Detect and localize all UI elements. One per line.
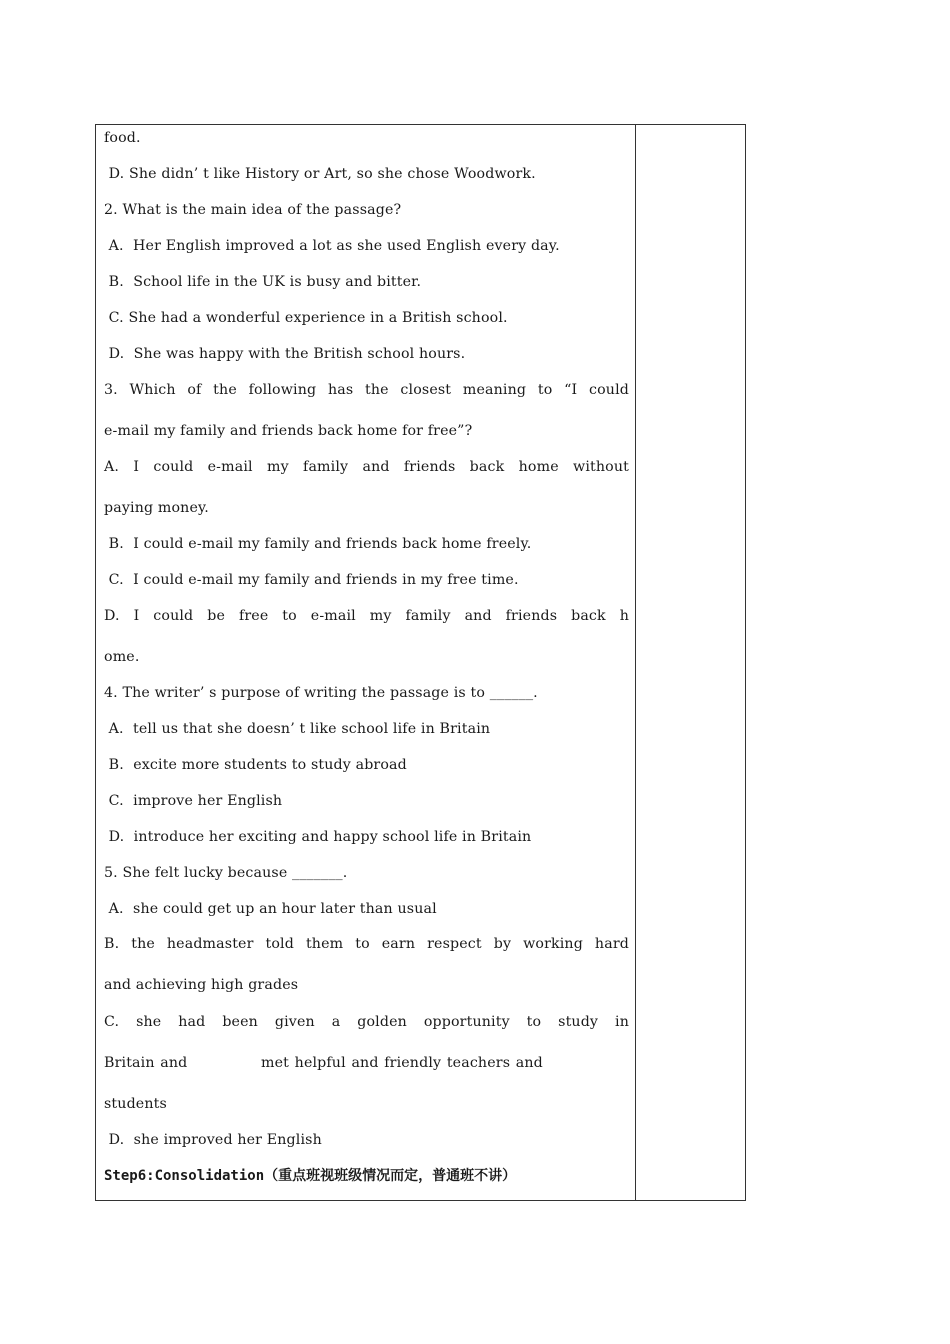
step-heading: Step6:Consolidation（重点班视班级情况而定，普通班不讲） [104, 1168, 517, 1184]
text-line: and achieving high grades [104, 977, 299, 993]
text-line: B. School life in the UK is busy and bitter. [104, 274, 422, 290]
text-line: D. I could be free to e-mail my family and friends back h [104, 608, 629, 624]
text-line: C. She had a wonderful experience in a British school. [104, 310, 508, 326]
text-line: C. she had been given a golden opportunity to study in [104, 1014, 629, 1030]
text-line: paying money. [104, 500, 209, 516]
text-line: 2. What is the main idea of the passage? [104, 202, 402, 218]
text-line: Britain and met helpful and friendly teachers and [104, 1055, 543, 1071]
text-line: A. I could e-mail my family and friends back home without [104, 459, 629, 475]
text-line: B. excite more students to study abroad [104, 757, 407, 773]
text-line: students [104, 1096, 167, 1112]
text-line: C. improve her English [104, 793, 283, 809]
text-line: ome. [104, 649, 140, 665]
text-line: B. the headmaster told them to earn respect by working hard [104, 936, 629, 952]
text-line: e-mail my family and friends back home for free”? [104, 423, 473, 439]
text-line: food. [104, 130, 141, 146]
text-line: A. Her English improved a lot as she used English every day. [104, 238, 560, 254]
notes-column [636, 125, 745, 1200]
text-line: D. She didn’ t like History or Art, so she chose Woodwork. [104, 166, 536, 182]
text-line: 5. She felt lucky because _______. [104, 865, 348, 881]
text-line: C. I could e-mail my family and friends in my free time. [104, 572, 519, 588]
text-line: 3. Which of the following has the closest meaning to “I could [104, 382, 629, 398]
text-line: B. I could e-mail my family and friends back home freely. [104, 536, 532, 552]
text-line: 4. The writer’ s purpose of writing the passage is to ______. [104, 685, 538, 701]
text-line: A. tell us that she doesn’ t like school life in Britain [104, 721, 491, 737]
text-line: D. introduce her exciting and happy school life in Britain [104, 829, 532, 845]
text-line: D. She was happy with the British school hours. [104, 346, 466, 362]
text-line: A. she could get up an hour later than usual [104, 901, 437, 917]
text-line: D. she improved her English [104, 1132, 322, 1148]
